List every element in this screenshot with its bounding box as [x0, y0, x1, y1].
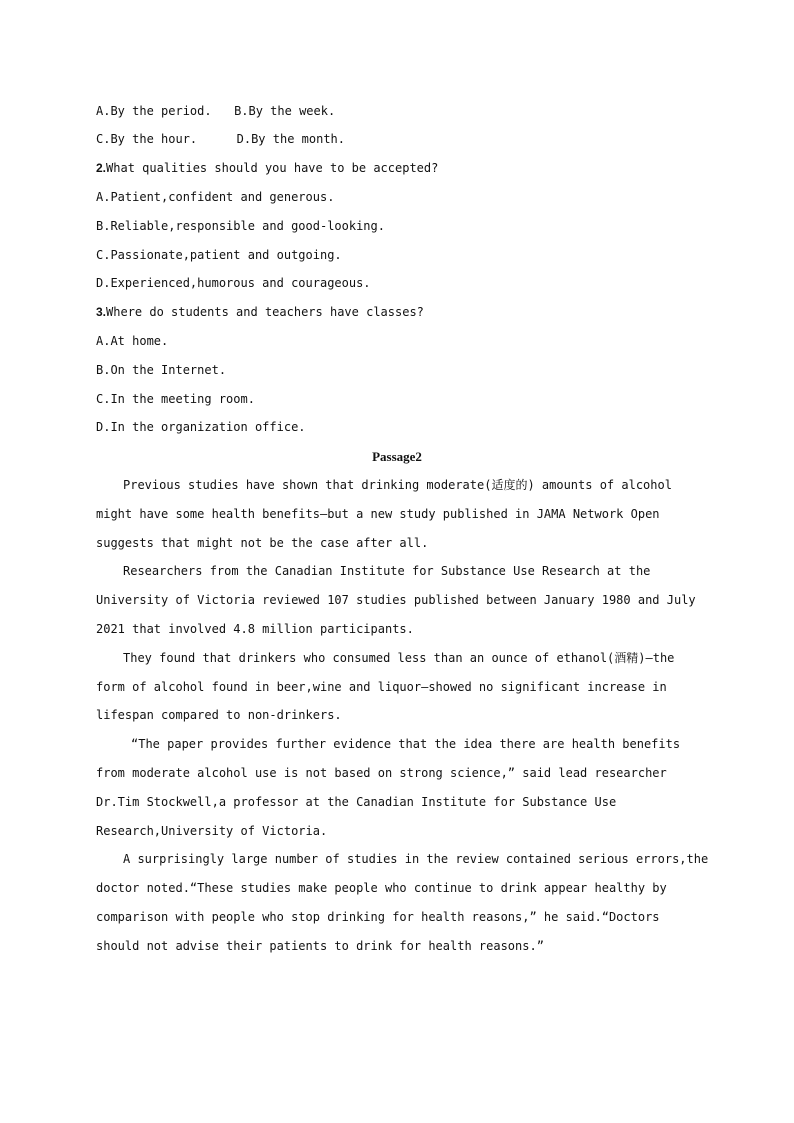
passage-line: suggests that might not be the case after all. [96, 536, 429, 550]
option-d: D.By the month. [236, 132, 345, 146]
question-stem [96, 306, 424, 318]
question-number: 2. [96, 161, 107, 175]
option-a: A.At home. [96, 334, 169, 348]
option-row [96, 105, 335, 117]
option-a: A.Patient,confident and generous. [96, 190, 335, 204]
passage-line: form of alcohol found in beer,wine and liquor—showed no significant increase in [96, 680, 667, 694]
passage-line: 2021 that involved 4.8 million participants. [96, 622, 414, 636]
passage-line: from moderate alcohol use is not based on strong science,” said lead researcher [96, 766, 667, 780]
passage-line: should not advise their patients to drink for health reasons.” [96, 939, 544, 953]
passage-line: Previous studies have shown that drinking moderate(适度的) amounts of alcohol [123, 478, 672, 492]
passage-line: Researchers from the Canadian Institute for Substance Use Research at the [123, 564, 651, 578]
option-c: C.By the hour. [96, 132, 198, 146]
passage-line: A surprisingly large number of studies in the review contained serious errors,the [123, 852, 709, 866]
option-d: D.Experienced,humorous and courageous. [96, 276, 371, 290]
option-c: C.Passionate,patient and outgoing. [96, 248, 342, 262]
passage-line: Research,University of Victoria. [96, 824, 328, 838]
passage-line: comparison with people who stop drinking for health reasons,” he said.“Doctors [96, 910, 660, 924]
option-c: C.In the meeting room. [96, 392, 255, 406]
option-b: B.Reliable,responsible and good-looking. [96, 219, 385, 233]
option-a: A.By the period. [96, 104, 212, 118]
passage-line: They found that drinkers who consumed less than an ounce of ethanol(酒精)—the [123, 651, 675, 665]
question-stem [96, 162, 438, 174]
passage-line: doctor noted.“These studies make people who continue to drink appear healthy by [96, 881, 667, 895]
passage-line: lifespan compared to non-drinkers. [96, 708, 342, 722]
passage-title: Passage2 [372, 449, 422, 464]
passage-line: “The paper provides further evidence that the idea there are health benefits [131, 737, 681, 751]
option-b: B.On the Internet. [96, 363, 227, 377]
question-text: What qualities should you have to be accepted? [106, 161, 439, 175]
question-text: Where do students and teachers have classes? [106, 305, 424, 319]
passage-line: University of Victoria reviewed 107 studies published between January 1980 and July [96, 593, 696, 607]
question-number: 3. [96, 305, 107, 319]
option-d: D.In the organization office. [96, 420, 306, 434]
option-b: B.By the week. [234, 104, 336, 118]
passage-line: Dr.Tim Stockwell,a professor at the Canadian Institute for Substance Use [96, 795, 617, 809]
option-row [96, 133, 345, 145]
passage-line: might have some health benefits—but a new study published in JAMA Network Open [96, 507, 660, 521]
